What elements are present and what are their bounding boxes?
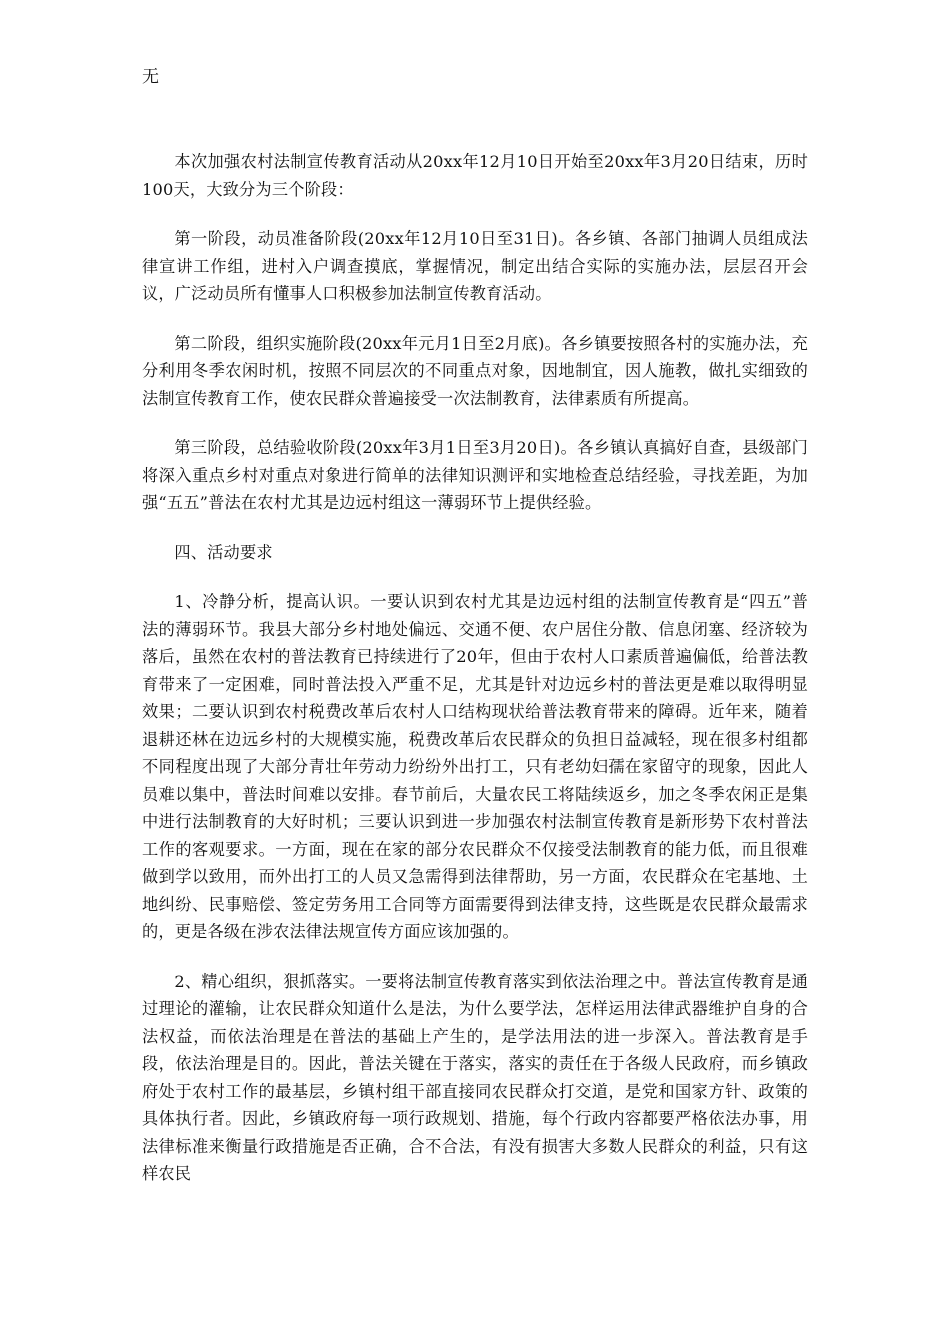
paragraph-intro: 本次加强农村法制宣传教育活动从20xx年12月10日开始至20xx年3月20日结束，历时100天，大致分为三个阶段： xyxy=(142,152,808,199)
document-body xyxy=(142,148,808,1210)
header-mark: 无 xyxy=(142,67,159,87)
paragraph-requirement-one: 1、冷静分析，提高认识。一要认识到农村尤其是边远村组的法制宣传教育是“四五”普法的薄弱环节。我县大部分乡村地处偏远、交通不便、农户居住分散、信息闭塞、经济较为落后，虽然在农村的普法教育已持续进行了20年，但由于农村人口素质普遍偏低，给普法教育带来了一定困难，同时普法投入严重不足，尤其是针对边远乡村的普法更是难以取得明显效果；二要认识到农村税费改革后农村人口结构现状给普法教育带来的障碍。近年来，随着退耕还林在边远乡村的大规模实施，税费改革后农民群众的负担日益减轻，现在很多村组都不同程度出现了大部分青壮年劳动力纷纷外出打工，只有老幼妇孺在家留守的现象，因此人员难以集中，普法时间难以安排。春节前后，大量农民工将陆续返乡，加之冬季农闲正是集中进行法制教育的大好时机；三要认识到进一步加强农村法制宣传教育是新形势下农村普法工作的客观要求。一方面，现在在家的部分农民群众不仅接受法制教育的能力低，而且很难做到学以致用，而外出打工的人员又急需得到法律帮助，另一方面，农民群众在宅基地、土地纠纷、民事赔偿、签定劳务用工合同等方面需要得到法律支持，这些既是农民群众最需求的，更是各级在涉农法律法规宣传方面应该加强的。 xyxy=(142,592,808,941)
paragraph-requirement-two: 2、精心组织，狠抓落实。一要将法制宣传教育落实到依法治理之中。普法宣传教育是通过理论的灌输，让农民群众知道什么是法，为什么要学法，怎样运用法律武器维护自身的合法权益，而依法治理是在普法的基础上产生的，是学法用法的进一步深入。普法教育是手段，依法治理是目的。因此，普法关键在于落实，落实的责任在于各级人民政府，而乡镇政府处于农村工作的最基层，乡镇村组干部直接同农民群众打交道，是党和国家方针、政策的具体执行者。因此，乡镇政府每一项行政规划、措施，每个行政内容都要严格依法办事，用法律标准来衡量行政措施是否正确，合不合法，有没有损害大多数人民群众的利益，只有这样农民 xyxy=(142,971,808,1183)
paragraph-stage-two: 第二阶段，组织实施阶段(20xx年元月1日至2月底)。各乡镇要按照各村的实施办法，充分利用冬季农闲时机，按照不同层次的不同重点对象，因地制宜，因人施教，做扎实细致的法制宣传教育工作，使农民群众普遍接受一次法制教育，法律素质有所提高。 xyxy=(142,333,808,408)
paragraph-stage-three: 第三阶段，总结验收阶段(20xx年3月1日至3月20日)。各乡镇认真搞好自查，县级部门将深入重点乡村对重点对象进行简单的法律知识测评和实地检查总结经验，寻找差距，为加强“五五”普法在农村尤其是边远村组这一薄弱环节上提供经验。 xyxy=(142,438,808,512)
section-heading: 四、活动要求 xyxy=(174,542,273,562)
paragraph-stage-one: 第一阶段，动员准备阶段(20xx年12月10日至31日)。各乡镇、各部门抽调人员组成法律宣讲工作组，进村入户调查摸底，掌握情况，制定出结合实际的实施办法，层层召开会议，广泛动员所有懂事人口积极参加法制宣传教育活动。 xyxy=(142,229,808,303)
